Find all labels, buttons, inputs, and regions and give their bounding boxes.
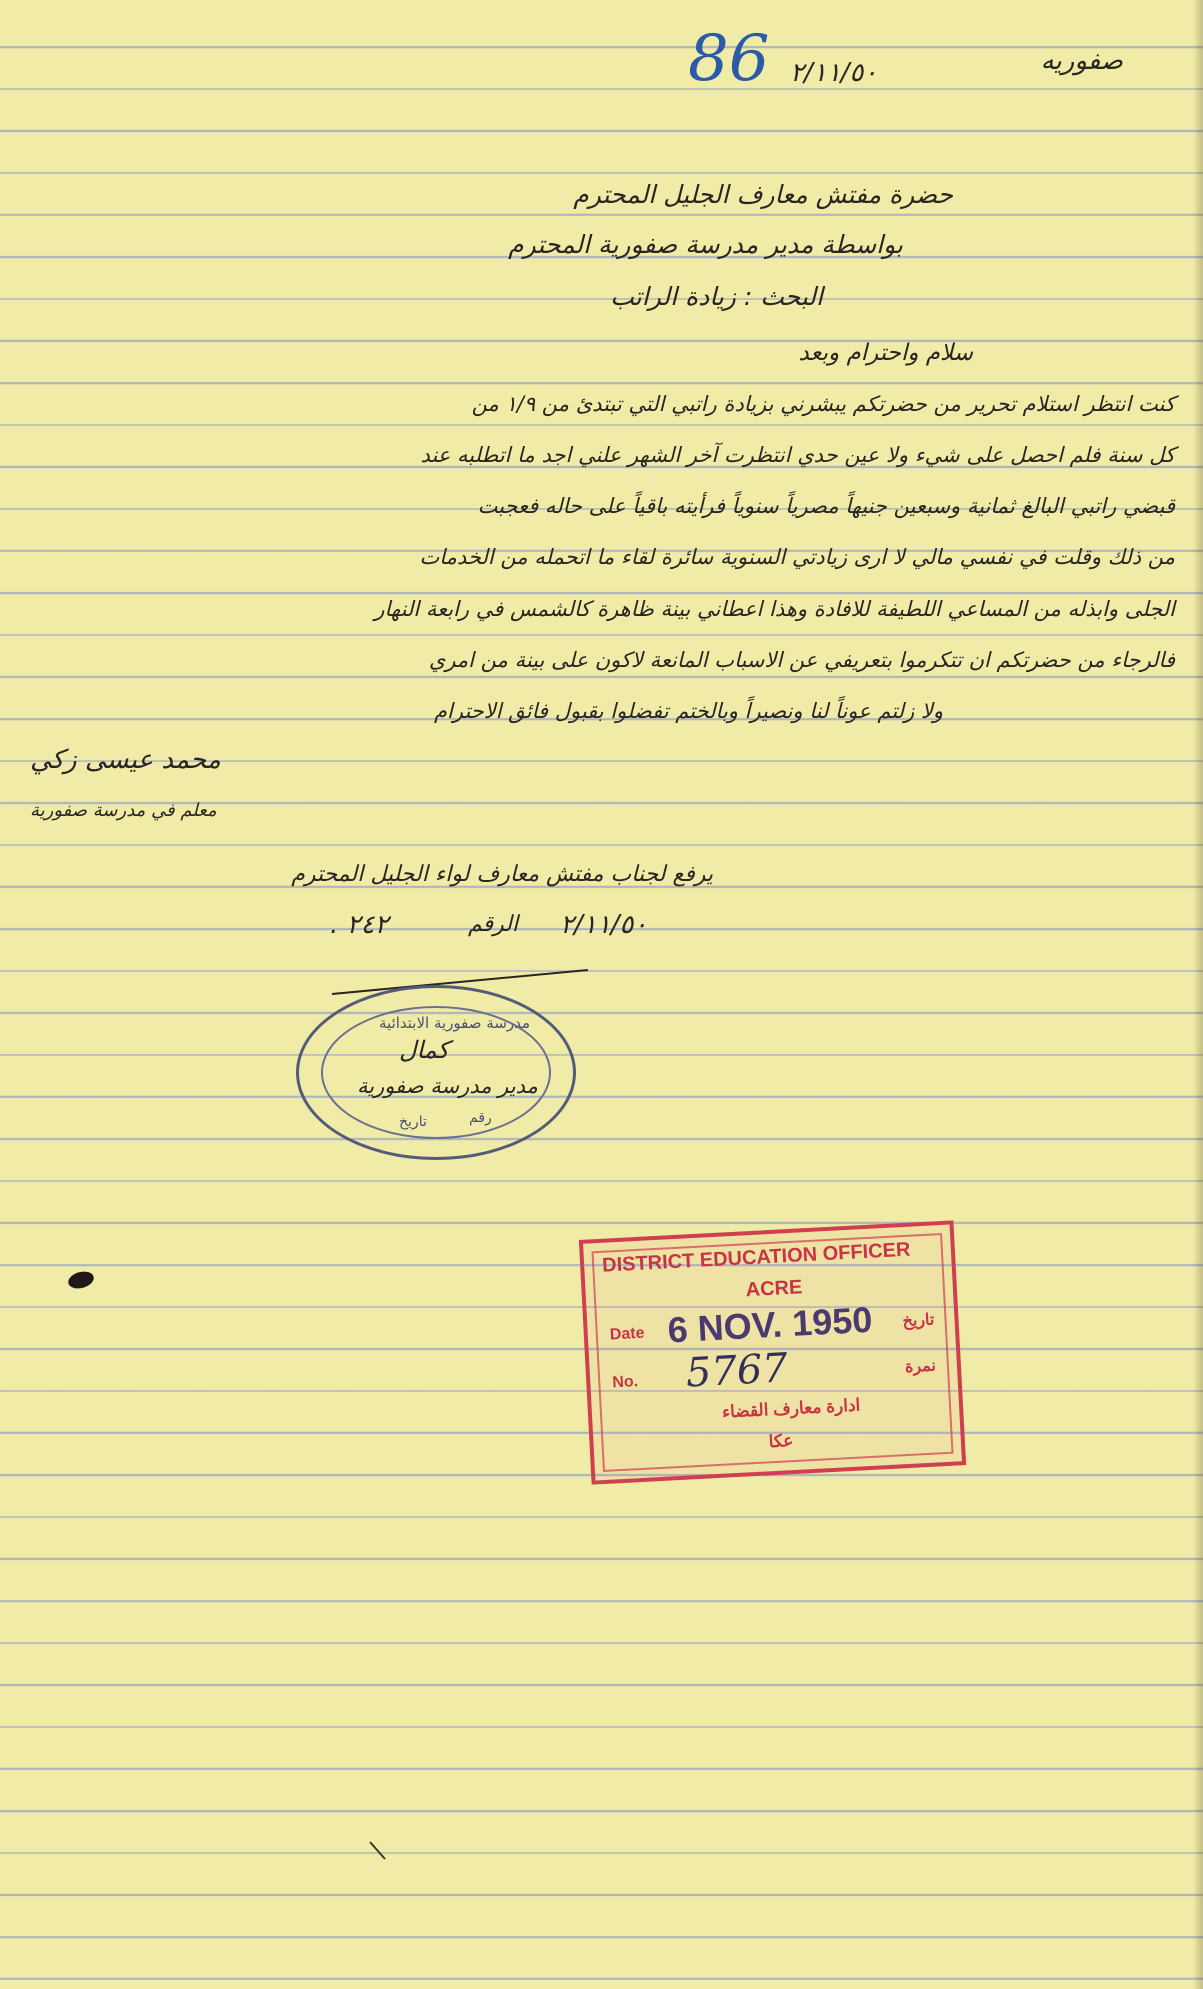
school-stamp-middle: مدير مدرسة صفورية bbox=[357, 1074, 538, 1098]
body-line-5: الجلى وابذله من المساعي اللطيفة للافادة وهذا اعطاني بينة ظاهرة كالشمس في رابعة النهار bbox=[374, 597, 1175, 621]
via-line: بواسطة مدير مدرسة صفورية المحترم bbox=[508, 230, 903, 259]
subject-line: البحث : زيادة الراتب bbox=[610, 282, 823, 311]
body-line-6: فالرجاء من حضرتكم ان تتكرموا بتعريفي عن الاسباب المانعة لاكون على بينة من امري bbox=[428, 648, 1175, 672]
school-stamp-top: مدرسة صفورية الابتدائية bbox=[379, 1014, 531, 1032]
addressee-line: حضرة مفتش معارف الجليل المحترم bbox=[573, 180, 953, 209]
forwarding-number-label: الرقم bbox=[468, 912, 519, 937]
header-place: صفوريه bbox=[1040, 46, 1123, 76]
school-stamp-date-label: تاريخ bbox=[399, 1114, 427, 1130]
header-date: ٢/١١/٥٠ bbox=[790, 58, 878, 88]
body-line-7: ولا زلتم عوناً لنا ونصيراً وبالختم تفضلوا بقبول فائق الاحترام bbox=[434, 699, 943, 723]
school-stamp-signature: كمال bbox=[399, 1036, 450, 1064]
body-line-3: قبضي راتبي البالغ ثمانية وسبعين جنيهاً مصرياً سنوياً فرأيته باقياً على حاله فعجبت bbox=[477, 494, 1175, 518]
district-education-stamp bbox=[579, 1220, 966, 1484]
office-stamp-date: 6 NOV. 1950 bbox=[666, 1298, 874, 1351]
office-stamp-city-ar: عكا bbox=[768, 1431, 794, 1452]
school-stamp-number-label: رقم bbox=[469, 1110, 492, 1126]
greeting: سلام واحترام وبعد bbox=[798, 340, 973, 366]
ink-blot bbox=[66, 1269, 95, 1291]
office-stamp-date-ar: تاريخ bbox=[902, 1311, 935, 1331]
office-stamp-line1: DISTRICT EDUCATION OFFICER bbox=[601, 1238, 911, 1277]
forwarding-number: ٢٤٢ . bbox=[330, 910, 389, 940]
office-stamp-arabic: ادارة معارف القضاء bbox=[721, 1395, 861, 1422]
body-line-4: من ذلك وقلت في نفسي مالي لا ارى زيادتي السنوية سائرة لقاء ما اتحمله من الخدمات bbox=[419, 545, 1175, 569]
school-stamp bbox=[296, 985, 576, 1160]
office-stamp-number-ar: نمرة bbox=[904, 1357, 937, 1377]
signature-name: محمد عيسى زكي bbox=[30, 745, 221, 775]
office-stamp-line2: ACRE bbox=[745, 1276, 803, 1302]
page-edge-shadow bbox=[1193, 0, 1203, 1989]
page-number: 86 bbox=[688, 22, 770, 96]
signature-title: معلم في مدرسة صفورية bbox=[30, 800, 217, 821]
pencil-mark bbox=[368, 1840, 388, 1862]
forwarding-line: يرفع لجناب مفتش معارف لواء الجليل المحترم bbox=[291, 862, 713, 887]
office-stamp-date-prefix: Date bbox=[609, 1324, 645, 1344]
office-stamp-number: 5767 bbox=[684, 1345, 789, 1397]
body-line-2: كل سنة فلم احصل على شيء ولا عين حدي انتظرت آخر الشهر علني اجد ما اتطلبه عند bbox=[420, 443, 1175, 467]
office-stamp-number-prefix: No. bbox=[611, 1373, 639, 1392]
forwarding-date: ٢/١١/٥٠ bbox=[560, 910, 648, 940]
body-line-1: كنت انتظر استلام تحرير من حضرتكم يبشرني بزيادة راتبي التي تبتدئ من ١/٩ من bbox=[471, 392, 1175, 416]
